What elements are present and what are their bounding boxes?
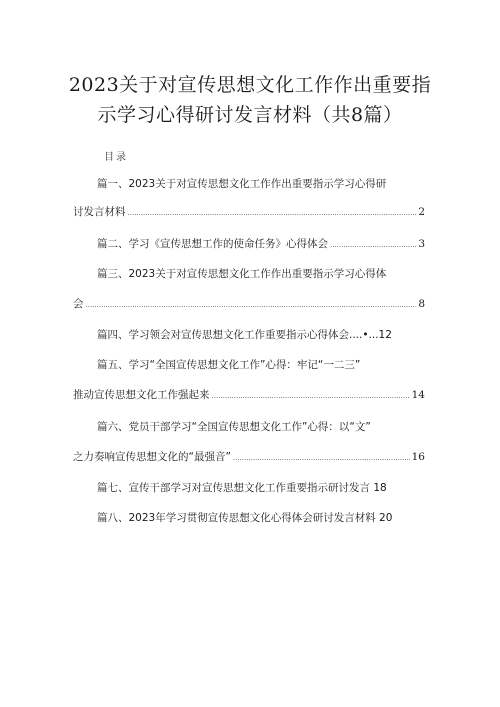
- toc-leader-dots: [128, 205, 417, 220]
- toc-leader-dots: [86, 297, 417, 312]
- toc-entry-2[interactable]: [97, 237, 425, 252]
- toc-leader-dots: [330, 237, 416, 252]
- toc-entry-6-line-2[interactable]: [73, 450, 425, 465]
- toc-entry-5-line-1[interactable]: 篇五、学习“全国宣传思想文化工作”心得：牢记“一二三”: [97, 359, 361, 371]
- document-title-line-1: 2023关于对宣传思想文化工作作出重要指: [68, 74, 432, 96]
- toc-entry-8[interactable]: 篇八、2023年学习贯彻宣传思想文化心得体会研讨发言材料 20: [97, 512, 393, 524]
- toc-entry-6-page: 16: [411, 451, 425, 463]
- toc-entry-5-page: 14: [411, 389, 425, 401]
- toc-entry-3-line-2[interactable]: [73, 297, 425, 312]
- toc-entry-7[interactable]: 篇七、宣传干部学习对宣传思想文化工作重要指示研讨发言 18: [97, 482, 387, 494]
- toc-entry-1-page: 2: [418, 206, 425, 218]
- toc-entry-3-page: 8: [418, 298, 425, 310]
- toc-leader-dots: [233, 450, 410, 465]
- toc-entry-5-line-2[interactable]: [73, 388, 425, 403]
- toc-entry-5-text: 推动宣传思想文化工作强起来: [73, 389, 210, 401]
- document-title: [40, 70, 460, 130]
- toc-entry-1-text: 讨发言材料: [73, 206, 126, 218]
- toc-entry-3-line-1[interactable]: 篇三、2023关于对宣传思想文化工作作出重要指示学习心得体: [97, 268, 387, 280]
- toc-entry-3-text: 会: [73, 298, 84, 310]
- document-title-line-2: 示学习心得研讨发言材料（共8篇）: [97, 104, 403, 126]
- toc-leader-dots: [212, 388, 410, 403]
- toc-heading: 目录: [104, 152, 128, 163]
- toc-entry-1-line-2[interactable]: [73, 205, 425, 220]
- toc-entry-6-text: 之力奏响宣传思想文化的“最强音”: [73, 451, 231, 463]
- toc-entry-2-page: 3: [418, 238, 425, 250]
- toc-entry-2-text: 篇二、学习《宣传思想工作的使命任务》心得体会: [97, 238, 328, 250]
- toc-entry-6-line-1[interactable]: 篇六、党员干部学习“全国宣传思想文化工作”心得：以“文”: [97, 421, 371, 433]
- toc-entry-4[interactable]: 篇四、学习领会对宣传思想文化工作重要指示心得体会....•...12: [97, 329, 392, 341]
- toc-entry-1-line-1[interactable]: 篇一、2023关于对宣传思想文化工作作出重要指示学习心得研: [97, 178, 387, 190]
